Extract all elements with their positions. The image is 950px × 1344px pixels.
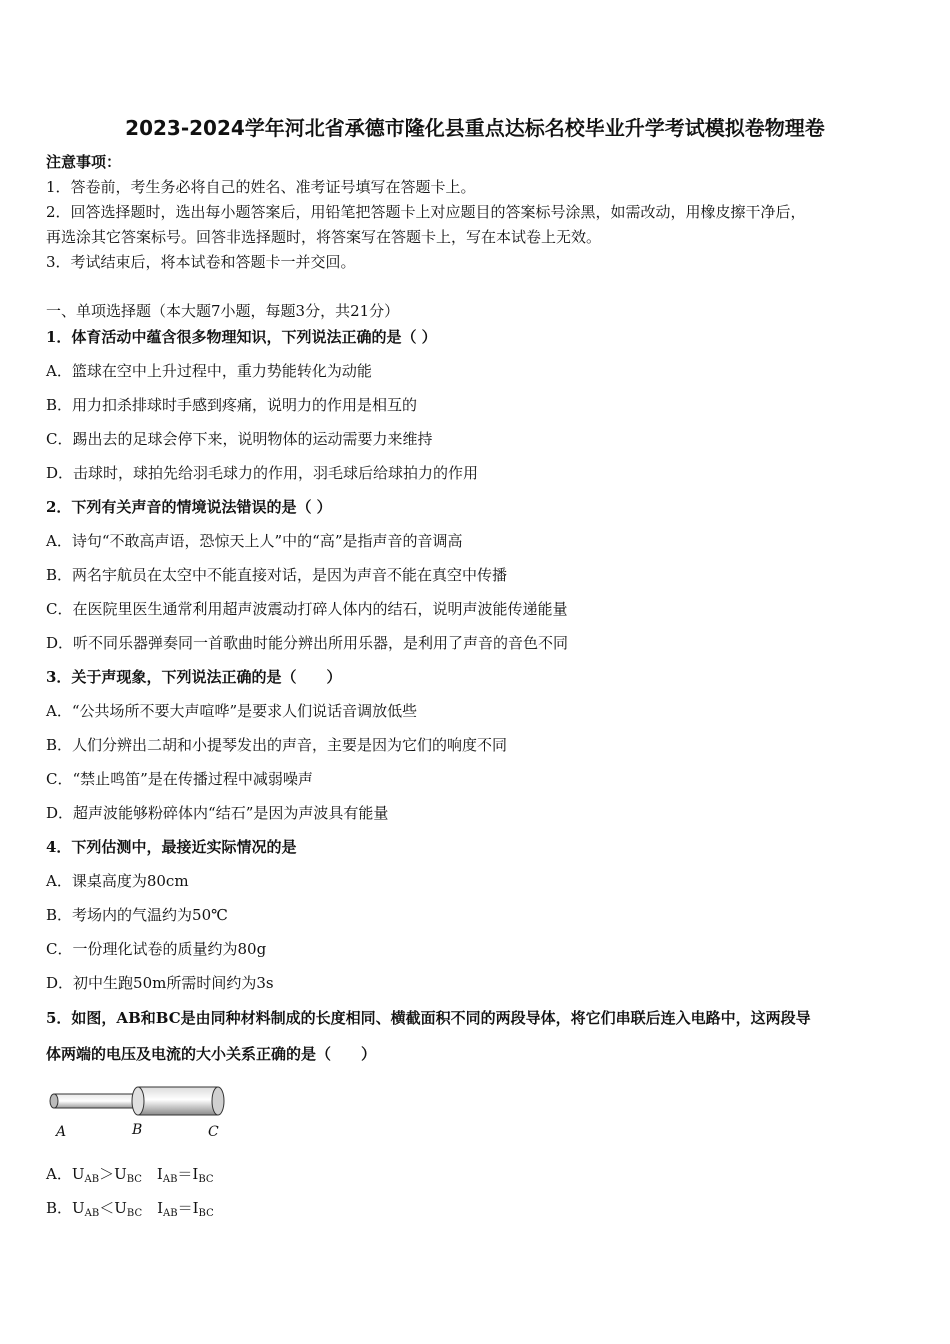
subscript: AB — [84, 1174, 100, 1185]
subscript: AB — [84, 1208, 100, 1219]
option-a: A．“公共场所不要大声喧哗”是要求人们说话音调放低些 — [46, 702, 418, 720]
section-heading: 一、单项选择题（本大题7小题，每题3分，共21分） — [46, 302, 400, 320]
notice-item-3: 3．考试结束后，将本试卷和答题卡一并交回。 — [46, 253, 356, 271]
option-a: A．诗句“不敢高声语，恐惊天上人”中的“高”是指声音的音调高 — [46, 532, 463, 550]
option-c: C．“禁止鸣笛”是在传播过程中减弱噪声 — [46, 770, 313, 788]
option-text: A．U — [46, 1165, 85, 1183]
option-b: B．人们分辨出二胡和小提琴发出的声音，主要是因为它们的响度不同 — [46, 736, 508, 754]
question-stem-cont: 体两端的电压及电流的大小关系正确的是（ ） — [46, 1045, 377, 1063]
option-b — [46, 1198, 214, 1224]
option-d: D．初中生跑50m所需时间约为3s — [46, 974, 274, 992]
option-c: C．一份理化试卷的质量约为80g — [46, 940, 267, 958]
option-c: C．在医院里医生通常利用超声波震动打碎人体内的结石，说明声波能传递能量 — [46, 600, 568, 618]
question-stem: 4．下列估测中，最接近实际情况的是 — [46, 838, 297, 856]
subscript: BC — [198, 1208, 214, 1219]
subscript: AB — [162, 1174, 178, 1185]
label-c: C — [208, 1124, 219, 1140]
option-a: A．篮球在空中上升过程中，重力势能转化为动能 — [46, 362, 372, 380]
conductor-diagram — [46, 1082, 236, 1122]
option-text: ＞U — [99, 1165, 127, 1183]
question-stem: 3．关于声现象，下列说法正确的是（ ） — [46, 668, 342, 686]
subscript: BC — [126, 1174, 142, 1185]
option-a — [46, 1164, 214, 1190]
page-title: 2023-2024学年河北省承德市隆化县重点达标名校毕业升学考试模拟卷物理卷 — [125, 116, 825, 140]
subscript: AB — [163, 1208, 178, 1219]
option-text: ＝I — [177, 1165, 199, 1183]
option-b: B．考场内的气温约为50℃ — [46, 906, 228, 924]
option-b: B．用力扣杀排球时手感到疼痛，说明力的作用是相互的 — [46, 396, 418, 414]
option-a: A．课桌高度为80cm — [46, 872, 189, 890]
option-d: D．击球时，球拍先给羽毛球力的作用，羽毛球后给球拍力的作用 — [46, 464, 479, 482]
subscript: BC — [126, 1208, 143, 1219]
option-c: C．踢出去的足球会停下来，说明物体的运动需要力来维持 — [46, 430, 433, 448]
subscript: BC — [198, 1174, 214, 1185]
conductor-figure — [46, 1082, 236, 1144]
option-d: D．听不同乐器弹奏同一首歌曲时能分辨出所用乐器，是利用了声音的音色不同 — [46, 634, 569, 652]
notice-heading: 注意事项： — [46, 153, 122, 171]
label-b: B — [132, 1122, 143, 1138]
option-text: I — [141, 1165, 163, 1183]
notice-item-2: 2．回答选择题时，选出每小题答案后，用铅笔把答题卡上对应题目的答案标号涂黑，如需改动，用橡皮擦干净后， — [46, 203, 806, 221]
notice-item-2-cont: 再选涂其它答案标号。回答非选择题时，将答案写在答题卡上，写在本试卷上无效。 — [46, 228, 602, 246]
question-stem: 2．下列有关声音的情境说法错误的是（ ） — [46, 498, 332, 516]
notice-item-1: 1．答卷前，考生务必将自己的姓名、准考证号填写在答题卡上。 — [46, 178, 476, 196]
question-stem: 5．如图，AB和BC是由同种材料制成的长度相同、横截面积不同的两段导体，将它们串联后连入电路中，这两段导 — [46, 1009, 811, 1027]
option-text: B．U — [46, 1199, 85, 1217]
option-text: ＜U — [99, 1199, 127, 1217]
option-text: I — [142, 1199, 164, 1217]
option-d: D．超声波能够粉碎体内“结石”是因为声波具有能量 — [46, 804, 389, 822]
option-text: ＝I — [177, 1199, 199, 1217]
label-a: A — [56, 1124, 67, 1140]
option-b: B．两名宇航员在太空中不能直接对话，是因为声音不能在真空中传播 — [46, 566, 508, 584]
question-stem: 1．体育活动中蕴含很多物理知识，下列说法正确的是（ ） — [46, 328, 437, 346]
